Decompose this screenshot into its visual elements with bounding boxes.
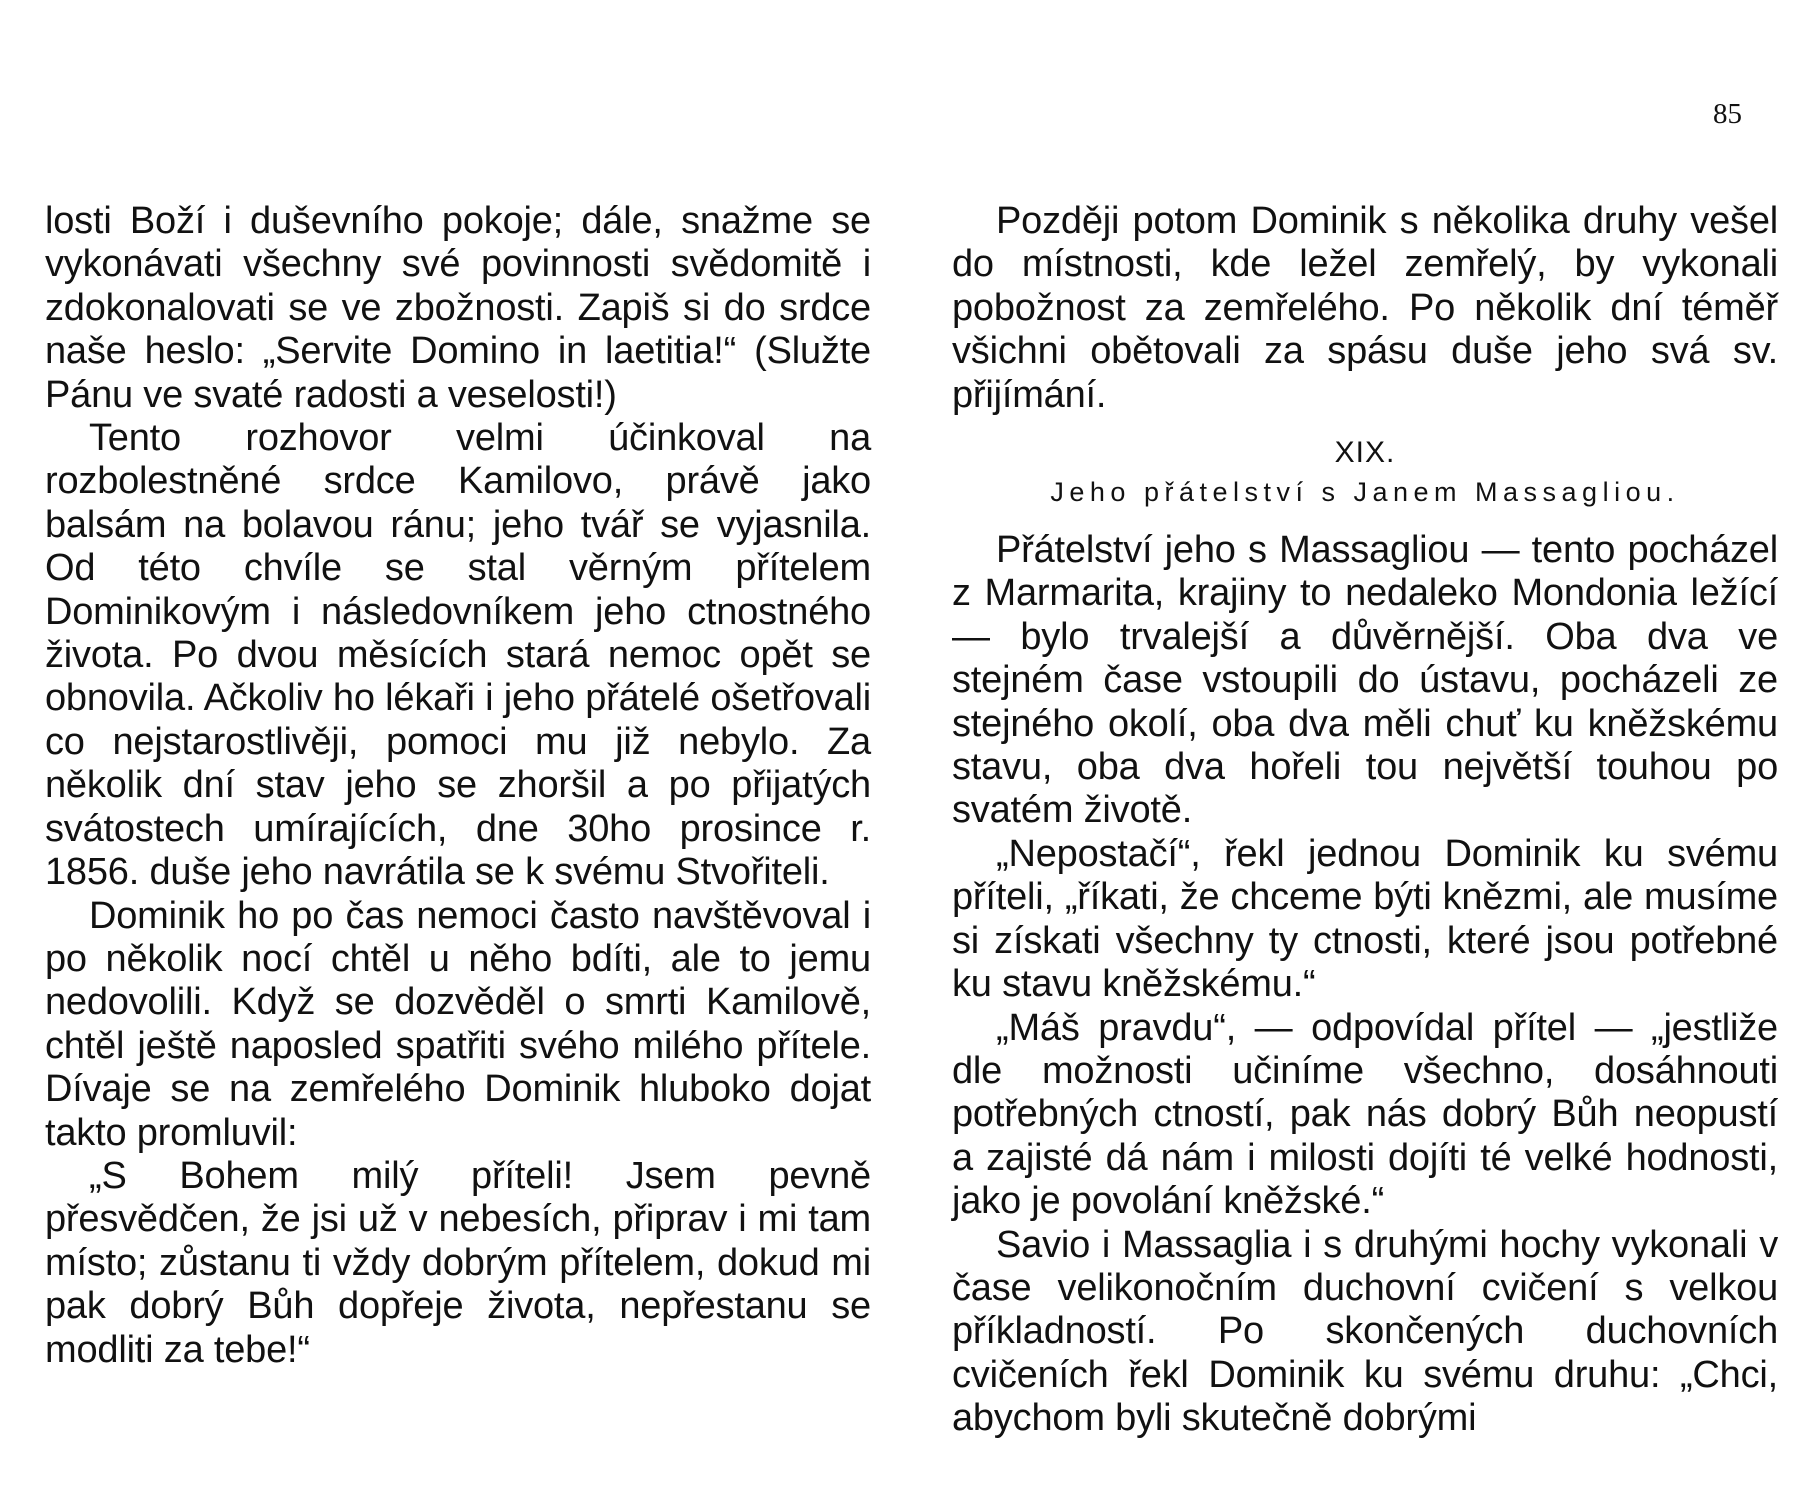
paragraph: „Nepostačí“, řekl jednou Dominik ku svému příteli, „říkati, že chceme býti knězmi, ale musíme si získati všechny ty ctnosti, které jsou potřebné ku stavu kněžskému.“ bbox=[952, 832, 1778, 1006]
paragraph: losti Boží i duševního pokoje; dále, snažme se vykonávati všechny své povinnosti svědomitě i zdokonalovati se ve zbožnosti. Zapiš si do srdce naše heslo: „Servite Domino in laetitia!“ (Služte Pánu ve svaté radosti a veselosti!) bbox=[45, 200, 871, 416]
right-text-column bbox=[952, 200, 1778, 1441]
left-text-column bbox=[45, 200, 871, 1372]
paragraph: Přátelství jeho s Massagliou — tento pocházel z Marmarita, krajiny to nedaleko Mondonia ležící — bylo trvalejší a důvěrnější. Oba dva ve stejném čase vstoupili do ústavu, pocházeli ze stejného okolí, oba dva měli chuť ku kněžskému stavu, oba dva hořeli tou největší touhou po svatém životě. bbox=[952, 529, 1778, 832]
page-number: 85 bbox=[1713, 98, 1742, 130]
paragraph: Savio i Massaglia i s druhými hochy vykonali v čase velikonočním duchovní cvičení s velkou příkladností. Po skončených duchovních cvičeních řekl Dominik ku svému druhu: „Chci, abychom byli skutečně dobrými bbox=[952, 1223, 1778, 1440]
paragraph: Tento rozhovor velmi účinkoval na rozbolestněné srdce Kamilovo, právě jako balsám na bolavou ránu; jeho tvář se vyjasnila. Od této chvíle se stal věrným přítelem Dominikovým i následovníkem jeho ctnostného života. Po dvou měsících stará nemoc opět se obnovila. Ačkoliv ho lékaři i jeho přátelé ošetřovali co nejstarostlivěji, pomoci mu již nebylo. Za několik dní stav jeho se zhoršil a po přijatých svátostech umírajících, dne 30ho prosince r. 1856. duše jeho navrátila se k svému Stvořiteli. bbox=[45, 417, 871, 894]
paragraph: Dominik ho po čas nemoci často navštěvoval i po několik nocí chtěl u něho bdíti, ale to jemu nedovolili. Když se dozvěděl o smrti Kamilově, chtěl ještě naposled spatřiti svého milého přítele. Dívaje se na zemřelého Dominik hluboko dojat takto promluvil: bbox=[45, 894, 871, 1154]
chapter-title: Jeho přátelství s Janem Massagliou. bbox=[1050, 477, 1680, 508]
paragraph: „Máš pravdu“, — odpovídal přítel — „jestliže dle možnosti učiníme všechno, dosáhnouti potřebných ctností, pak nás dobrý Bůh neopustí a zajisté dá nám i milosti dojíti té velké hodnosti, jako je povolání kněžské.“ bbox=[952, 1006, 1778, 1223]
paragraph: Později potom Dominik s několika druhy vešel do místnosti, kde ležel zemřelý, by vykonali pobožnost za zemřelého. Po několik dní téměř všichni obětovali za spásu duše jeho svá sv. přijímání. bbox=[952, 200, 1778, 416]
paragraph: „S Bohem milý příteli! Jsem pevně přesvědčen, že jsi už v nebesích, připrav i mi tam místo; zůstanu ti vždy dobrým přítelem, dokud mi pak dobrý Bůh dopřeje života, nepřestanu se modliti za tebe!“ bbox=[45, 1154, 871, 1371]
chapter-number: XIX. bbox=[1334, 436, 1396, 470]
